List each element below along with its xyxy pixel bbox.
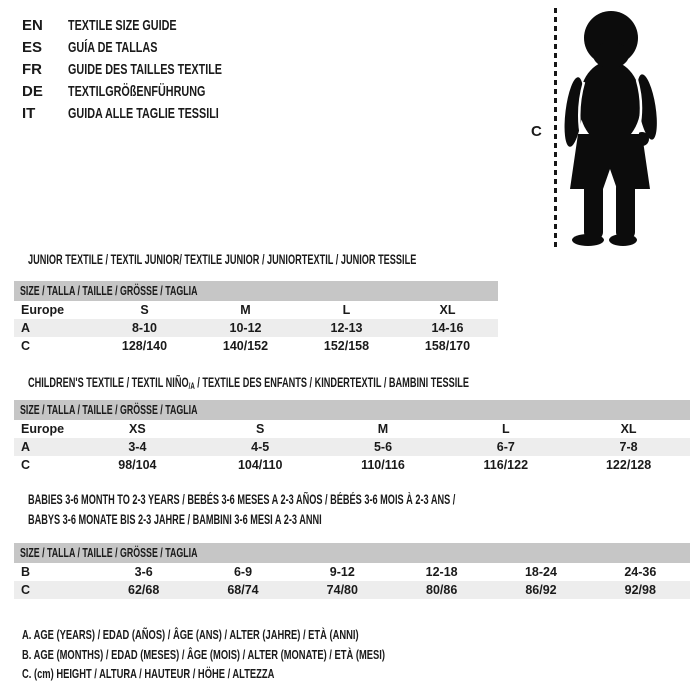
children-size-table [14, 400, 690, 474]
row-label: C [21, 339, 31, 353]
months-cell: 18-24 [524, 565, 557, 579]
language-title: GUIDE DES TAILLES TEXTILE [68, 61, 223, 78]
size-header-bar: SIZE / TALLA / TAILLE / GRÖSSE / TAGLIA [14, 543, 690, 563]
language-row-es [22, 37, 282, 59]
age-cell: 6-7 [496, 440, 515, 454]
babies-section-title [28, 490, 656, 530]
size-cell: XL [620, 422, 637, 436]
height-cell: 128/140 [121, 339, 168, 353]
months-cell: 6-9 [233, 565, 253, 579]
language-title: TEXTILGRÖßENFÜHRUNG [68, 83, 206, 100]
height-cell: 92/98 [624, 583, 656, 597]
height-cell: 74/80 [326, 583, 358, 597]
table-row-age [14, 319, 498, 337]
language-code: IT [22, 105, 36, 122]
row-label: A [21, 321, 31, 335]
height-cell: 68/74 [227, 583, 259, 597]
height-measure-label: C [531, 123, 542, 140]
language-title: GUIDA ALLE TAGLIE TESSILI [68, 105, 219, 122]
age-cell: 4-5 [251, 440, 270, 454]
language-row-fr [22, 59, 282, 81]
age-cell: 3-4 [128, 440, 147, 454]
babies-title-line1: BABIES 3-6 MONTH TO 2-3 YEARS / BEBÉS 3-6 MESES A 2-3 AÑOS / BÉBÉS 3-6 MOIS À 2-3 ANS / [28, 492, 456, 507]
toddler-silhouette-shapes [561, 11, 660, 246]
junior-section-title: JUNIOR TEXTILE / TEXTIL JUNIOR/ TEXTILE JUNIOR / JUNIORTEXTIL / JUNIOR TESSILE [28, 252, 417, 267]
language-code: FR [22, 61, 42, 78]
height-cell: 80/86 [426, 583, 458, 597]
height-cell: 110/116 [361, 458, 405, 472]
height-cell: 158/170 [424, 339, 471, 353]
nino-a-subscript: /A [188, 381, 195, 391]
table-row-europe [14, 420, 690, 438]
age-cell: 10-12 [229, 321, 262, 335]
height-cell: 152/158 [323, 339, 370, 353]
language-title-list [22, 15, 282, 125]
age-cell: 7-8 [619, 440, 638, 454]
row-label: C [21, 583, 31, 597]
language-row-de [22, 81, 282, 103]
babies-size-table [14, 543, 690, 599]
toddler-silhouette-icon [561, 8, 661, 246]
height-cell: 62/68 [128, 583, 160, 597]
language-code: EN [22, 17, 43, 34]
height-cell: 98/104 [118, 458, 157, 472]
size-cell: M [240, 303, 251, 317]
table-row-months [14, 563, 690, 581]
row-label: A [21, 440, 31, 454]
legend-line-c: C. (cm) HEIGHT / ALTURA / HAUTEUR / HÖHE / ALTEZZA [22, 666, 275, 681]
size-cell: M [377, 422, 389, 436]
children-section-title: CHILDREN'S TEXTILE / TEXTIL NIÑO/A / TEXTILE DES ENFANTS / KINDERTEXTIL / BAMBINI TESSILE [28, 375, 470, 391]
row-label: C [21, 458, 31, 472]
table-row-age [14, 438, 690, 456]
months-cell: 9-12 [329, 565, 355, 579]
size-cell: XL [439, 303, 456, 317]
size-cell: S [256, 422, 265, 436]
size-cell: L [342, 303, 351, 317]
height-cell: 86/92 [525, 583, 557, 597]
row-label: Europe [21, 422, 65, 436]
size-cell: L [501, 422, 510, 436]
legend-line-a: A. AGE (YEARS) / EDAD (AÑOS) / ÂGE (ANS) / ALTER (JAHRE) / ETÀ (ANNI) [22, 627, 359, 642]
legend-line-b: B. AGE (MONTHS) / EDAD (MESES) / ÂGE (MOIS) / ALTER (MONATE) / ETÀ (MESI) [22, 646, 385, 662]
table-row-europe [14, 301, 498, 319]
size-header-bar: SIZE / TALLA / TAILLE / GRÖSSE / TAGLIA [14, 400, 690, 420]
size-header-bar: SIZE / TALLA / TAILLE / GRÖSSE / TAGLIA [14, 281, 498, 301]
row-label: B [21, 565, 31, 579]
age-cell: 12-13 [330, 321, 363, 335]
height-cell: 116/122 [483, 458, 529, 472]
age-cell: 5-6 [373, 440, 393, 454]
language-code: ES [22, 39, 43, 56]
table-row-height [14, 456, 690, 474]
language-code: DE [22, 83, 43, 100]
junior-size-table [14, 281, 498, 355]
row-label: Europe [21, 303, 65, 317]
size-cell: S [140, 303, 149, 317]
table-row-height [14, 581, 690, 599]
months-cell: 3-6 [134, 565, 153, 579]
measurement-legend [22, 625, 526, 684]
language-row-it [22, 103, 282, 125]
size-cell: XS [129, 422, 146, 436]
babies-title-line2: BABYS 3-6 MONATE BIS 2-3 JAHRE / BAMBINI 3-6 MESI A 2-3 ANNI [28, 512, 322, 527]
language-title: GUÍA DE TALLAS [68, 39, 158, 56]
height-measure-dashed-line [554, 8, 557, 248]
height-cell: 104/110 [237, 458, 283, 472]
age-cell: 14-16 [431, 321, 464, 335]
language-row-en [22, 15, 282, 37]
table-row-height [14, 337, 498, 355]
months-cell: 12-18 [425, 565, 458, 579]
language-title: TEXTILE SIZE GUIDE [68, 17, 177, 34]
age-cell: 8-10 [131, 321, 158, 335]
height-cell: 122/128 [605, 458, 652, 472]
height-cell: 140/152 [222, 339, 269, 353]
months-cell: 24-36 [624, 565, 657, 579]
